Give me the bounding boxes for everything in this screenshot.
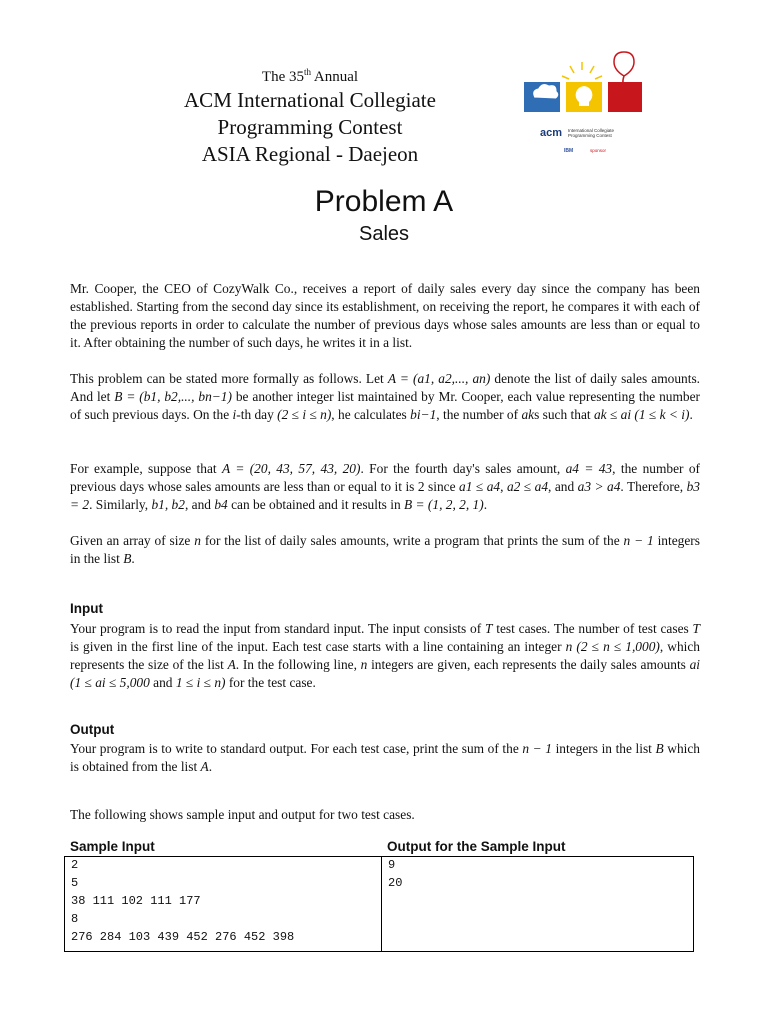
sample-input-line: 276 284 103 439 452 276 452 398 — [71, 930, 295, 944]
sample-table — [64, 856, 694, 952]
acm-logo-text: acm — [540, 127, 563, 139]
problem-subtitle: Sales — [358, 223, 410, 245]
sample-input-line: 2 — [71, 858, 79, 872]
sponsor1-logo: IBM — [564, 148, 574, 154]
sample-output-line: 9 — [388, 858, 396, 872]
sample-output-line: 20 — [388, 876, 403, 890]
contest-header — [150, 62, 470, 168]
red-square — [608, 82, 642, 112]
input-paragraph: Your program is to read the input from standard input. The input consists of T test cases. The number of test cases T is given in the first line of the input. Each test case starts with a line containing an integer n (2 ≤ n ≤ 1,000), which represents the size of the list A. In the following line, n integers are given, each represents the daily sales amounts ai (1 ≤ ai ≤ 5,000 and 1 ≤ i ≤ n) for the test case. — [70, 621, 701, 690]
sample-output-cell — [382, 857, 693, 951]
acm-sub2: Programming Contest — [568, 133, 612, 138]
contest-title-line2: Programming Contest — [217, 115, 403, 139]
sample-input-line: 38 111 102 111 177 — [71, 894, 201, 908]
sample-output-heading: Output for the Sample Input — [387, 839, 566, 854]
sun-rays-icon — [562, 62, 602, 79]
input-heading: Input — [70, 601, 103, 616]
annual-line: The 35th Annual — [261, 67, 359, 85]
example-paragraph: For example, suppose that A = (20, 43, 57, 43, 20). For the fourth day's sales amount, a4 = 43, the number of previous days whose sales amounts are less than or equal to it is 2 since a1 ≤ a4, a2 ≤ a4, and a3 > a4. Therefore, b3 = 2. Similarly, b1, b2, and b4 can be obtained and it results in B = (1, 2, 2, 1). — [70, 461, 701, 512]
sample-intro: The following shows sample input and output for two test cases. — [70, 807, 415, 822]
sample-input-line: 5 — [71, 876, 79, 890]
intro-paragraph: Mr. Cooper, the CEO of CozyWalk Co., receives a report of daily sales every day since the company has been established. Starting from the second day since its establishment, on receiving the report, he compares it with each of the previous reports in order to calculate the number of previous days whose sales amounts are less than or equal to it. After obtaining the number of such days, he writes it in a list. — [70, 281, 700, 350]
output-paragraph: Your program is to write to standard output. For each test case, print the sum of the n − 1 integers in the list B which is obtained from the list A. — [70, 741, 701, 774]
acm-sub1: International Collegiate — [568, 128, 615, 133]
problem-title: Problem A — [314, 185, 454, 218]
icpc-logo — [520, 48, 646, 166]
sponsor2-logo: sponsor — [590, 148, 607, 153]
sample-input-heading: Sample Input — [70, 839, 155, 854]
contest-title-line3: ASIA Regional - Daejeon — [201, 142, 419, 166]
output-heading: Output — [70, 722, 115, 737]
sample-input-cell — [65, 857, 382, 951]
contest-title-line1: ACM International Collegiate — [184, 88, 436, 112]
formal-statement-paragraph: This problem can be stated more formally as follows. Let A = (a1, a2,..., an) denote the list of daily sales amounts. And let B = (b1, b2,..., bn−1) be another integer list maintained by Mr. Cooper, each value representing the number of such previous days. On the i-th day (2 ≤ i ≤ n), he calculates bi−1, the number of aks such that ak ≤ ai (1 ≤ k < i). — [70, 371, 701, 422]
task-paragraph: Given an array of size n for the list of daily sales amounts, write a program that prints the sum of the n − 1 integers in the list B. — [70, 533, 700, 566]
sample-input-line: 8 — [71, 912, 79, 926]
